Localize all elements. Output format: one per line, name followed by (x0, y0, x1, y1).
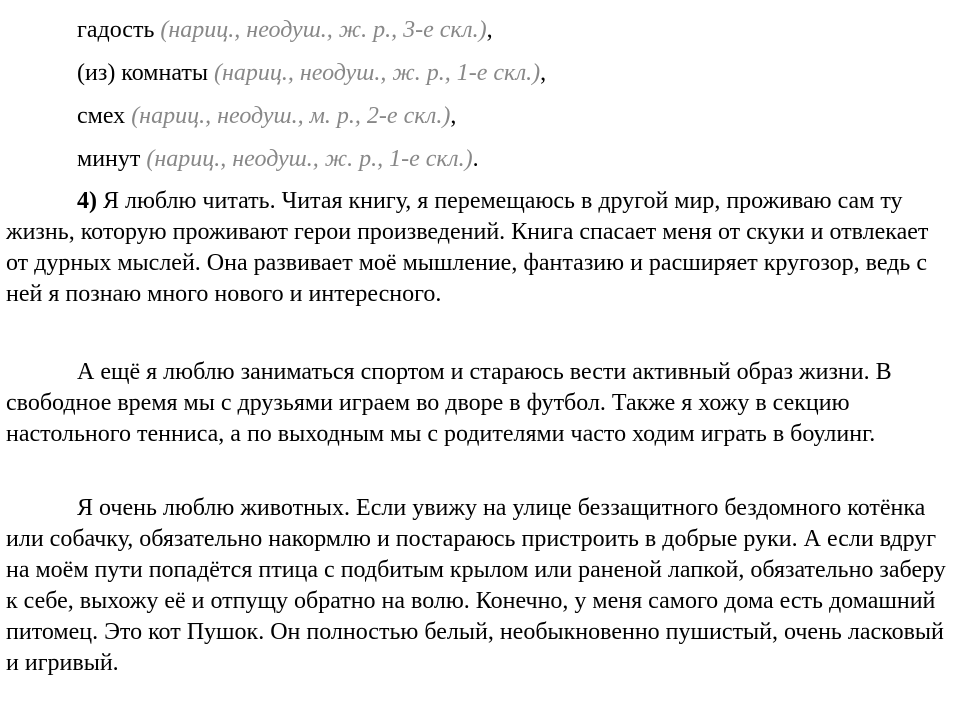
paragraph-text: Я люблю читать. Читая книгу, я перемещаюсь в другой мир, проживаю сам ту жизнь, которую проживают герои произведений. Книга спасает меня от скуки и отвлекает от дурных мыслей. Она развивает моё мышление, фантазию и расширяет кругозор, ведь с ней я познаю много нового и интересного. (6, 188, 929, 307)
word: минут (77, 146, 141, 172)
word: (из) комнаты (77, 60, 208, 86)
word: гадость (77, 17, 155, 43)
punctuation: . (472, 146, 479, 172)
punctuation: , (540, 60, 547, 86)
grammar-note: (нариц., неодуш., ж. р., 1-е скл.) (146, 146, 473, 172)
punctuation: , (450, 103, 457, 129)
paragraph-text: Я очень люблю животных. Если увижу на улице беззащитного бездомного котёнка или собачку, обязательно накормлю и постараюсь пристроить в добрые руки. А если вдруг на моём пути попадётся птица с подбитым крылом или раненой лапкой, обязательно заберу к себе, выхожу её и отпущу обратно на волю. Конечно, у меня самого дома есть домашний питомец. Это кот Пушок. Он полностью белый, необыкновенно пушистый, очень ласковый и игривый. (6, 495, 946, 676)
word-entry-2 (77, 58, 546, 88)
essay-paragraph-3 (6, 493, 946, 679)
essay-paragraph-1 (6, 186, 946, 310)
task-number: 4) (77, 188, 97, 214)
grammar-note: (нариц., неодуш., м. р., 2-е скл.) (131, 103, 451, 129)
grammar-note: (нариц., неодуш., ж. р., 1-е скл.) (213, 60, 541, 86)
word-entry-4 (77, 144, 479, 174)
word-entry-3 (77, 101, 456, 131)
paragraph-text: А ещё я люблю заниматься спортом и стараюсь вести активный образ жизни. В свободное время мы с друзьями играем во дворе в футбол. Также я хожу в секцию настольного тенниса, а по выходным мы с родителями часто ходим играть в боулинг. (6, 359, 892, 447)
grammar-note: (нариц., неодуш., ж. р., 3-е скл.) (160, 17, 487, 43)
punctuation: , (486, 17, 493, 43)
word-entry-1 (77, 15, 493, 45)
essay-paragraph-2 (6, 357, 946, 450)
word: смех (77, 103, 126, 129)
